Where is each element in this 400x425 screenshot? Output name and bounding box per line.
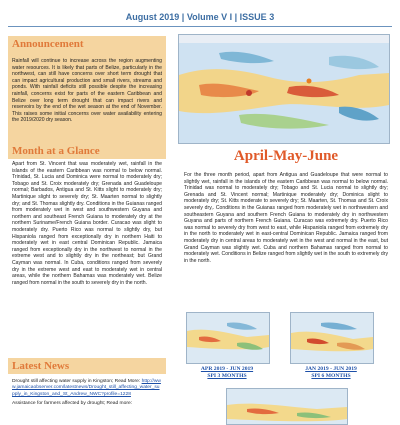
news-item-1 [12, 379, 162, 398]
issue-line: August 2019 | Volume V I | ISSUE 3 [125, 12, 275, 22]
spi3-map [186, 312, 270, 364]
rainfall-anomaly-map-large [178, 34, 390, 144]
month-glance-body: Apart from St. Vincent that was moderately wet, rainfall in the islands of the eastern Caribbean was normal to below normal. Trinidad, St. Lucia and Dominica were normal to moderately dry; Tobago and St. Croix moderately dry; Grenada and Guadeloupe normal; Barbados, Antigua and St. Kitts slight to moderately dry; Martinique slight to severely dry; St. Maarten normal to slightly dry; and St. Thomas slightly dry. Conditions in the Guianas ranged from moderately wet in west and southwestern Guyana and northern and southeast French Guiana to moderately dry at the northern Suriname/French Guiana border. Curacao was slight to moderately dry. Puerto Rico was normal to slightly dry, but Hispaniola ranged from exceptionally dry in northern Haiti to moderately wet in east central Dominican Republic. Jamaica ranged from exceptionally dry in the northwest to normal in the extreme west and to slightly dry in the northeast; but Grand Cayman was normal. In Cuba, conditions ranged from severely dry in the extreme west and east to moderately wet in central areas, while the northern Bahamas was moderately wet. Belize ranged from normal in the south to severely dry in the north. [12, 161, 162, 286]
news-item-2: Assistance for farmers affected by drought; Read more: [12, 400, 133, 406]
latest-news-title: Latest News [12, 360, 70, 372]
spi3-caption-period: APR 2019 - JUN 2019 [200, 366, 254, 372]
news-item-1-link[interactable]: http://www.jamaicaobserver.com/latestnews/Drought_still_affecting_water_supply_in_Kingston_and_St_Andrew_NWC?profile=1228 [12, 379, 161, 397]
spi6-caption-index: SPI 6 MONTHS [311, 373, 351, 379]
latest-news-list [12, 379, 162, 407]
announcement-body: Rainfall will continue to increase across the region augmenting water resources. It is likely that parts of Belize, particularly in the northwest, can still have concerns over short term drought that can impact agricultural production and small rivers, streams and ponds. With rainfall deficits still possible despite the increasing rainfall, concerns exist for parts of the eastern Caribbean and Belize over long term drought that can impact rivers and reservoirs by the end of the wet season at the end of November. This raises some initial concerns over water availability entering the 2019/2020 dry season. [12, 58, 162, 124]
header-rule [8, 26, 392, 27]
right-section-body: For the three month period, apart from Antigua and Guadeloupe that were normal to slightly wet, rainfall in the islands of the eastern Caribbean was normal to below normal. Trinidad was normal to moderately dry; Tobago and St. Lucia normal to slightly dry; Grenada and St. Vincent normal; Martinique moderately dry; Dominica slight to moderately dry; St. Kitts moderate to severely dry; St. Maarten, St. Thomas and St. Croix severely dry,. Conditions in the Guianas ranged from moderately wet in northwestern and southeastern Guyana and southern French Guiana to moderately dry in northwestern Guyana and parts of northern French Guiana. Curacao was extremely dry. Puerto Rico was normal to severely dry from west to east, while Hispaniola ranged from extremely dry in the north to moderately wet in east-central Dominican Republic. Jamaica ranged from moderately dry in central areas to moderately wet in the west and normal in the east, but Grand Cayman was slightly wet. Cuba and northern Bahamas ranged from normal to moderately wet. Conditions in Belize ranged from slightly wet in the south to extremely dry in the north. [184, 172, 388, 264]
spi3-caption [182, 366, 272, 380]
news-item-1-text: Drought still affecting water supply in Kingston; Read More: [12, 379, 141, 384]
announcement-title: Announcement [12, 38, 84, 50]
spi6-caption-period: JAN 2019 - JUN 2019 [305, 366, 357, 372]
spi3-caption-index: SPI 3 MONTHS [207, 373, 247, 379]
right-section-title: April-May-June [233, 148, 339, 164]
newsletter-header [0, 0, 400, 26]
spi6-map [290, 312, 374, 364]
month-glance-title: Month at a Glance [12, 145, 100, 157]
bottom-map-partial [226, 388, 348, 425]
spi6-caption [286, 366, 376, 380]
